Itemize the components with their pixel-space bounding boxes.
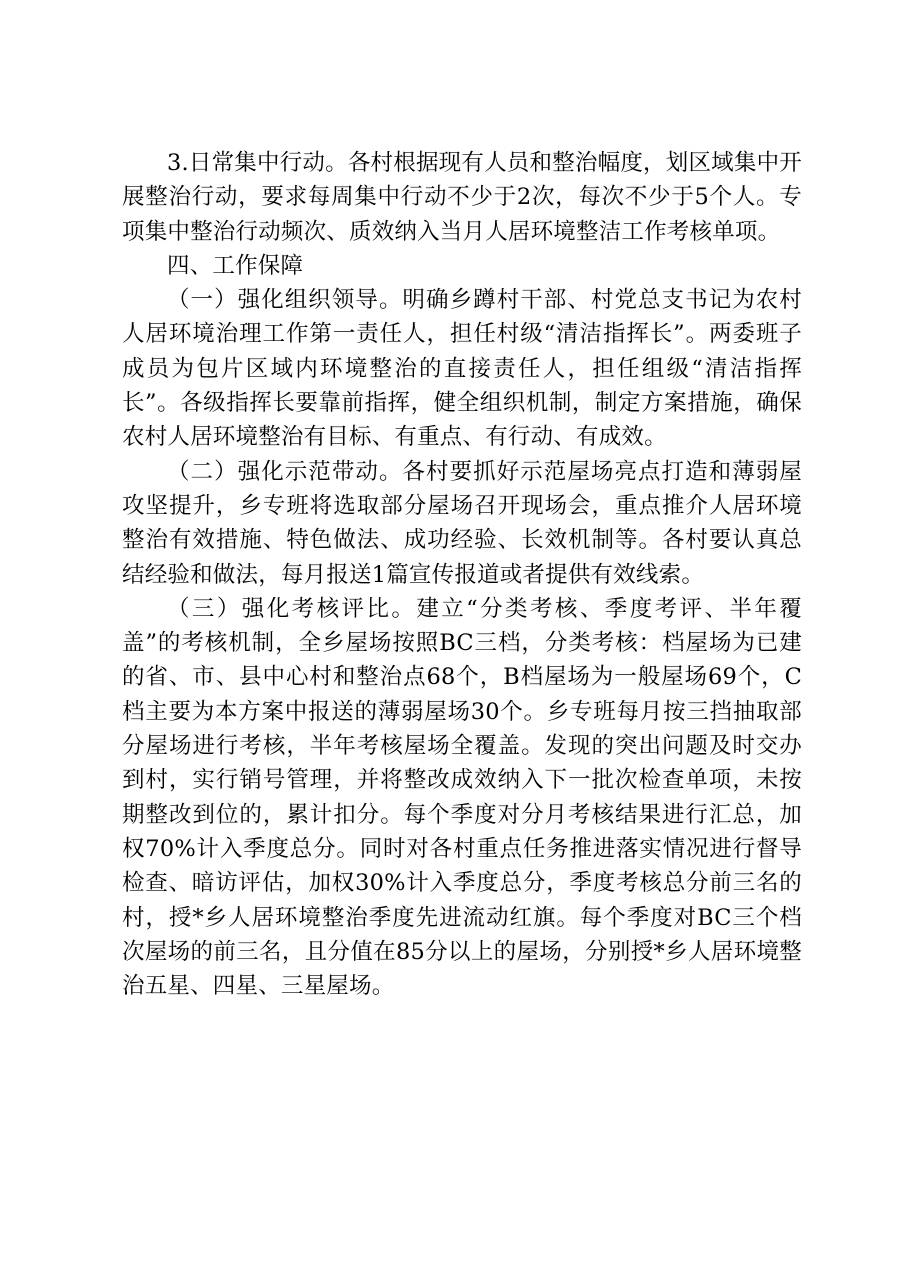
paragraph-assessment: （三）强化考核评比。建立“分类考核、季度考评、半年覆盖”的考核机制，全乡屋场按照BC三档，分类考核：档屋场为已建的省、市、县中心村和整治点68个，B档屋场为一般屋场69个，C档主要为本方案中报送的薄弱屋场30个。乡专班每月按三挡抽取部分屋场进行考核，半年考核屋场全覆盖。发现的突出问题及时交办到村，实行销号管理，并将整改成效纳入下一批次检查单项，未按期整改到位的，累计扣分。每个季度对分月考核结果进行汇总，加权70%计入季度总分。同时对各村重点任务推进落实情况进行督导检查、暗访评估，加权30%计入季度总分，季度考核总分前三名的村，授*乡人居环境整治季度先进流动红旗。每个季度对BC三个档次屋场的前三名，且分值在85分以上的屋场，分别授*乡人居环境整治五星、四星、三星屋场。 <box>122 595 802 1000</box>
document-page <box>122 146 802 1003</box>
paragraph-leadership: （一）强化组织领导。明确乡蹲村干部、村党总支书记为农村人居环境治理工作第一责任人，担任村级“清洁指挥长”。两委班子成员为包片区域内环境整治的直接责任人，担任组级“清洁指挥长”。各级指挥长要靠前指挥，健全组织机制，制定方案措施，确保农村人居环境整治有目标、有重点、有行动、有成效。 <box>122 287 802 451</box>
section-heading-work-guarantee: 四、工作保障 <box>167 252 304 279</box>
paragraph-daily-action: 3.日常集中行动。各村根据现有人员和整治幅度，划区域集中开展整治行动，要求每周集中行动不少于2次，每次不少于5个人。专项集中整治行动频次、质效纳入当月人居环境整洁工作考核单项。 <box>122 150 802 245</box>
paragraph-demonstration: （二）强化示范带动。各村要抓好示范屋场亮点打造和薄弱屋攻坚提升，乡专班将选取部分屋场召开现场会，重点推介人居环境整治有效措施、特色做法、成功经验、长效机制等。各村要认真总结经验和做法，每月报送1篇宣传报道或者提供有效线索。 <box>122 458 802 588</box>
